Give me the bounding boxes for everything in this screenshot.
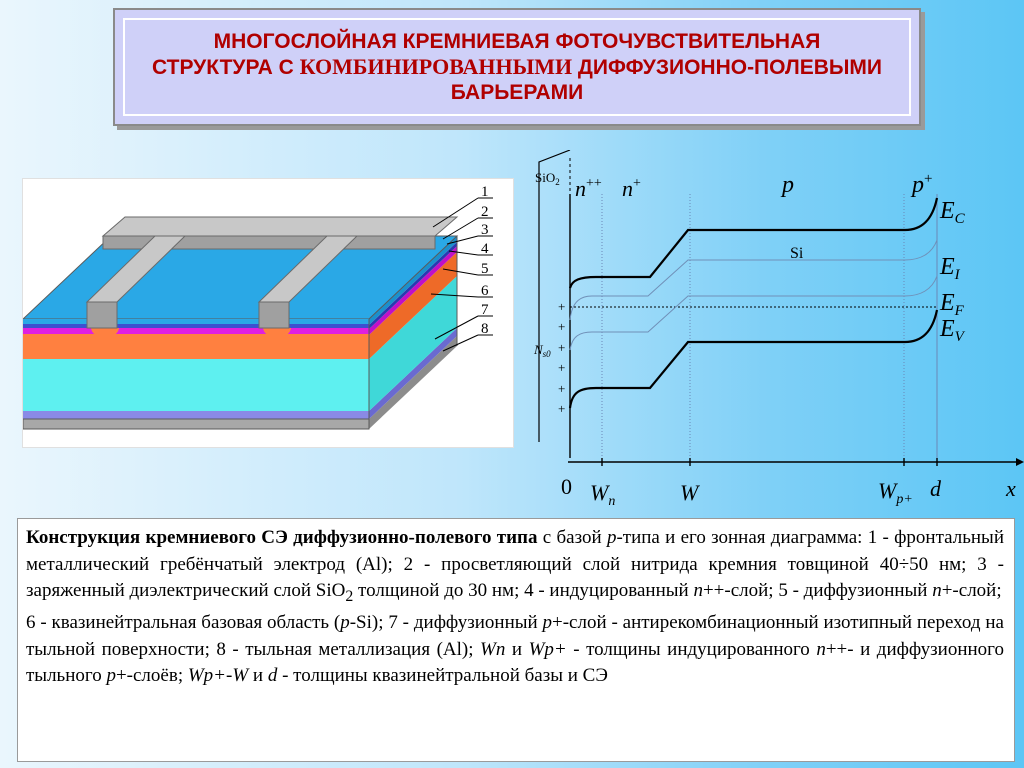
label-zero: 0: [561, 474, 572, 499]
intrinsic-level: [570, 240, 937, 320]
label-ef: $E_F$: [940, 290, 964, 319]
front-back-layer: [23, 411, 369, 419]
intrinsic-level-low: [570, 276, 937, 350]
electrode-finger-front: [87, 302, 117, 328]
front-back-metal: [23, 419, 369, 429]
label-p-plus: p+: [912, 171, 933, 198]
layer-label-5: 5: [481, 261, 489, 277]
layer-label-3: 3: [481, 222, 489, 238]
label-sio2: SiO$_2$: [535, 170, 560, 187]
layer-label-7: 7: [481, 302, 489, 318]
layer-labels: [481, 184, 489, 337]
band-diagram: [520, 150, 1024, 510]
title-line-1: [214, 29, 821, 54]
layer-label-8: 8: [481, 321, 489, 337]
layer-label-4: 4: [481, 241, 489, 257]
front-nitride: [23, 319, 369, 324]
label-x: x: [1006, 476, 1016, 501]
label-d: d: [930, 476, 941, 501]
conduction-band: [570, 198, 937, 288]
charge-plus: +: [558, 340, 566, 355]
title-text: БАРЬЕРАМИ: [450, 81, 584, 104]
label-npp: n++: [575, 176, 602, 201]
figure-caption: [17, 518, 1015, 762]
title-text: ДИФФУЗИОННО-ПОЛЕВЫМИ: [572, 56, 883, 79]
front-oxide: [23, 324, 369, 328]
slide-title: [123, 18, 911, 116]
front-base: [23, 359, 369, 411]
title-line-2: [152, 54, 882, 80]
label-ns0: $N_{s0}$: [534, 342, 551, 359]
valence-band: [570, 310, 937, 408]
surface-charges: [558, 299, 565, 416]
layer-label-6: 6: [481, 283, 489, 299]
label-wp: $W_{p+}$: [878, 478, 913, 507]
label-ec: $E_C$: [940, 198, 965, 227]
structure-drawing: [23, 179, 513, 447]
title-text: КОМБИНИРОВАННЫМИ: [299, 54, 573, 79]
label-wn: $W_n$: [590, 480, 616, 509]
title-text: ФОТОЧУВСТВИТЕЛЬНАЯ: [555, 30, 821, 53]
label-w: W: [680, 480, 699, 505]
electrode-bus: [103, 217, 457, 236]
front-diffused: [23, 334, 369, 359]
caption-paragraph-1: Конструкция кремниевого СЭ диффузионно-полевого типа с базой p-типа и его зонная диаграмма: 1 - фронтальный металлический гребёнчатый электрод (Al); 2 - просветляющий слой нитрида кремния товщиной 40÷50 нм; 3 - заряженный диэлектрический слой SiO$_2$ толщиной до 30 нм; 4 - индуцированный n++-слой; 5 - диффузионный n+-слой;: [26, 527, 1004, 605]
title-text: СТРУКТУРА С: [151, 56, 300, 79]
charge-plus: +: [558, 319, 566, 334]
caption-paragraph-2: 6 - квазинейтральная базовая область (p-Si); 7 - диффузионный p+-слой - антирекомбинационный изотипный переход на тыльной поверхности; 8 - тыльная металлизация (Al); Wn и Wp+ - толщины индуцированного n++- и диффузионного тыльного p+-слоёв; Wp+-W и d - толщины квазинейтральной базы и СЭ: [26, 612, 1004, 687]
charge-plus: +: [558, 401, 566, 416]
label-ei: $E_I$: [940, 254, 960, 283]
sio2-box: [539, 150, 570, 442]
charge-plus: +: [558, 360, 566, 375]
front-induced: [23, 328, 369, 334]
charge-plus: +: [558, 381, 566, 396]
solar-cell-structure: [22, 178, 514, 448]
title-box: [113, 8, 921, 126]
title-text: МНОГОСЛОЙНАЯ КРЕМНИЕВАЯ: [213, 30, 556, 53]
title-line-3: [451, 80, 583, 105]
label-np: n+: [622, 176, 641, 201]
layer-label-2: 2: [481, 204, 489, 220]
electrode-finger-front: [259, 302, 289, 328]
label-ev: $E_V$: [940, 316, 964, 345]
charge-plus: +: [558, 299, 566, 314]
label-si: Si: [790, 245, 804, 262]
layer-label-1: 1: [481, 184, 489, 200]
x-axis-arrow: [1016, 458, 1024, 466]
label-p: p: [782, 172, 794, 198]
